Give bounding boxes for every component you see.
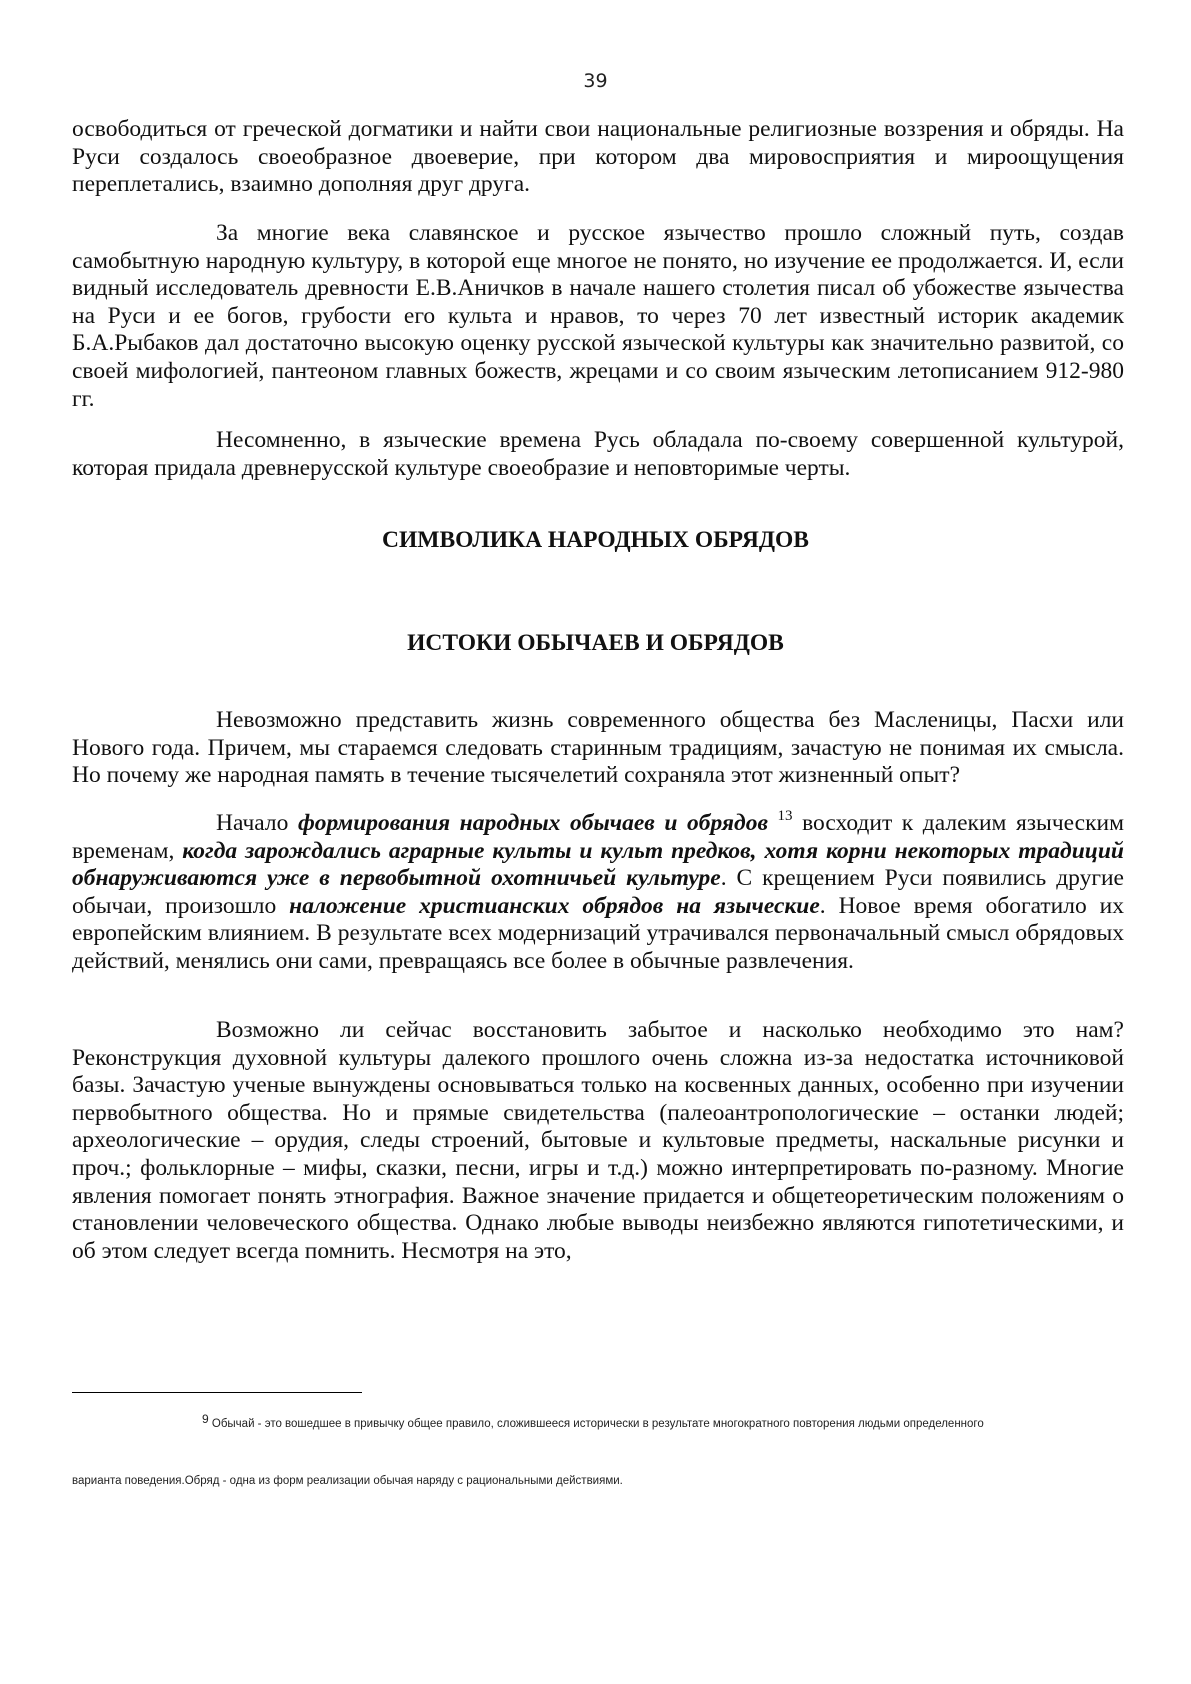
paragraph: Несомненно, в языческие времена Русь обладала по-своему совершенной культурой, которая придала древнерусской культуре своеобразие и неповторимые черты. <box>72 427 1124 481</box>
paragraph: За многие века славянское и русское язычество прошло сложный путь, создав самобытную народную культуру, в которой еще многое не понято, но изучение ее продолжается. И, если видный исследователь древности Е.В.Аничков в начале нашего столетия писал об убожестве язычества на Руси и ее богов, грубости его культа и нравов, то через 70 лет известный историк академик Б.А.Рыбаков дал достаточно высокую оценку русской языческой культуры как значительно развитой, со своей мифологией, пантеоном главных божеств, жрецами и со своим языческим летописанием 912-980 гг. <box>72 220 1124 412</box>
footnote-line <box>72 1475 1124 1487</box>
text-run: восходит к далеким языческим временам, <box>72 810 1124 864</box>
footnote-reference[interactable]: 13 <box>777 808 793 824</box>
paragraph-block <box>72 810 1124 976</box>
paragraph-continuation <box>72 116 1124 199</box>
emphasis-text: формирования народных обычаев и обрядов <box>297 810 768 836</box>
footnote-marker: 9 <box>202 1412 209 1426</box>
emphasis-text: когда зарождались аграрные культы и культ предков, хотя корни некоторых традиций обнаруживаются уже в первобытной охотничьей культуре <box>72 837 1124 892</box>
emphasis-text: наложение христианских обрядов на языческие <box>289 892 820 919</box>
text-run: Начало <box>216 810 298 836</box>
paragraph: освободиться от греческой догматики и найти свои национальные религиозные воззрения и обряды. На Руси создалось своеобразное двоеверие, при котором два мировосприятия и мироощущения переплетались, взаимно дополняя друг друга. <box>72 116 1124 198</box>
paragraph <box>72 810 1124 976</box>
footnote-text: Обычай - это вошедшее в привычку общее правило, сложившееся исторически в результате многократного повторения людьми определенного <box>208 1418 984 1430</box>
paragraph-block <box>72 1017 1124 1265</box>
paragraph-block <box>72 220 1124 413</box>
paragraph: Возможно ли сейчас восстановить забытое и насколько необходимо это нам? Реконструкция духовной культуры далекого прошлого очень сложна из-за недостатка источниковой базы. Зачастую ученые вынуждены основываться только на косвенных данных, особенно при изучении первобытного общества. Но и прямые свидетельства (палеоантропологические – останки людей; археологические – орудия, следы строений, бытовые и культовые предметы, наскальные рисунки и проч.; фольклорные – мифы, сказки, песни, игры и т.д.) можно интерпретировать по-разному. Многие явления помогает понять этнография. Важное значение придается и общетеоретическим положениям о становлении человеческого общества. Однако любые выводы неизбежно являются гипотетическими, и об этом следует всегда помнить. Несмотря на это, <box>72 1017 1124 1264</box>
footnote-text: варианта поведения.Обряд - одна из форм реализации обычая наряду с рациональными действиями. <box>72 1475 623 1487</box>
footnote-line <box>202 1412 1162 1430</box>
subsection-heading: ИСТОКИ ОБЫЧАЕВ И ОБРЯДОВ <box>407 630 784 656</box>
footnote-separator <box>72 1392 362 1393</box>
paragraph-block <box>72 707 1124 790</box>
text-run: . С крещением Руси появились другие обычаи, произошло <box>72 865 1124 919</box>
page-number: 39 <box>583 70 608 92</box>
text-run: . Новое время обогатило их европейским влиянием. В результате всех модернизаций утрачивался первоначальный смысл обрядовых действий, менялись они сами, превращаясь все более в обычные развлечения. <box>72 892 1124 974</box>
paragraph-block <box>72 427 1124 482</box>
paragraph: Невозможно представить жизнь современного общества без Масленицы, Пасхи или Нового года. Причем, мы стараемся следовать старинным традициям, зачастую не понимая их смысла. Но почему же народная память в течение тысячелетий сохраняла этот жизненный опыт? <box>72 707 1124 789</box>
section-heading: СИМВОЛИКА НАРОДНЫХ ОБРЯДОВ <box>382 527 809 553</box>
